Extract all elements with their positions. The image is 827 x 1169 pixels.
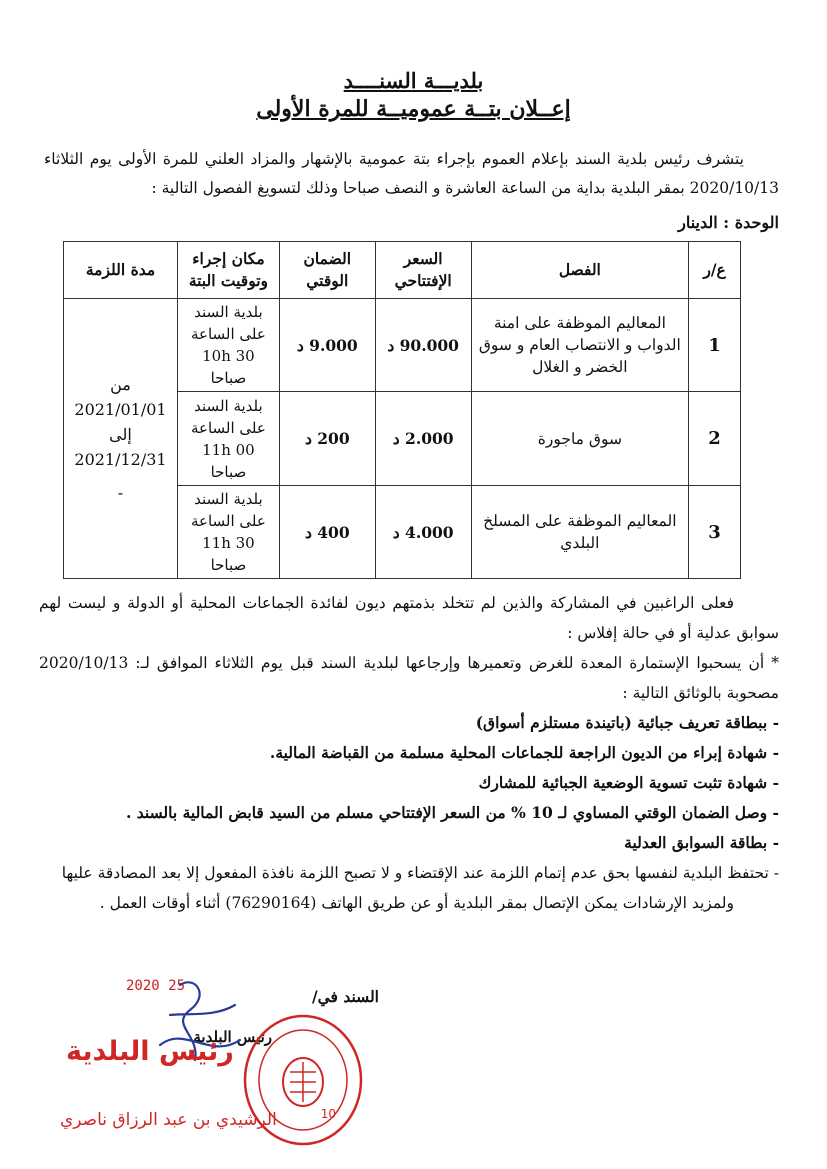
- place-time: 11h 30: [202, 534, 255, 552]
- currency-unit-label: الوحدة : الدينار: [678, 213, 779, 232]
- municipality-title: بلديـــة السنــــد: [343, 68, 484, 93]
- conditions-intro: فعلى الراغبين في المشاركة والذين لم تتخلد بذمتهم ديون لفائدة الجماعات المحلية أو الدولة و ليست لهم سوابق عدلية أو في حالة إفلاس :: [39, 594, 779, 642]
- lots-table: [63, 241, 741, 579]
- mayor-title: رئيس البلدية: [193, 1028, 272, 1046]
- row-guarantee: 200 د: [279, 392, 375, 486]
- document-item: - شهادة إبراء من الديون الراجعة للجماعات المحلية مسلمة من القباضة المالية.: [269, 743, 779, 762]
- row-num: 3: [689, 486, 741, 579]
- row-place: [178, 392, 280, 486]
- row-num: 2: [689, 392, 741, 486]
- header-num: ع/ر: [689, 242, 741, 299]
- row-place: [178, 299, 280, 392]
- place-time: 10h 30: [202, 347, 255, 365]
- place-date-label: السند في/: [311, 987, 379, 1006]
- row-num: 1: [689, 299, 741, 392]
- document-item: - شهادة تثبت تسوية الوضعية الجبائية للمشارك: [478, 773, 779, 792]
- duration-to-date: 2021/12/31: [74, 450, 167, 469]
- header-guarantee: الضمان الوقتي: [279, 242, 375, 299]
- duration-to-label: إلى: [109, 425, 132, 444]
- row-guarantee: 9.000 د: [279, 299, 375, 392]
- place-line: صباحا: [210, 462, 247, 481]
- row-price: 90.000 د: [375, 299, 471, 392]
- row-duration: [64, 299, 178, 579]
- place-line: بلدية السند: [194, 490, 263, 508]
- table-row: [64, 299, 741, 392]
- row-lot: سوق ماجورة: [471, 392, 688, 486]
- row-place: [178, 486, 280, 579]
- intro-text: يتشرف رئيس بلدية السند بإعلام العموم بإجراء بتة عمومية بالإشهار والمزاد العلني للمرة الأولى يوم الثلاثاء 2020/10/13 بمقر البلدية بداية من الساعة العاشرة و النصف صباحا وذلك لتسويغ الفصول التالية :: [44, 150, 779, 197]
- header-price: السعر الإفتتاحي: [375, 242, 471, 299]
- place-line: على الساعة: [190, 418, 266, 437]
- conditions-section: [39, 588, 779, 918]
- duration-from-date: 2021/01/01: [74, 400, 167, 419]
- row-lot: المعاليم الموظفة على المسلخ البلدي: [471, 486, 688, 579]
- header-lot: الفصل: [471, 242, 688, 299]
- document-item: - وصل الضمان الوقتي المساوي لـ 10 % من السعر الإفتتاحي مسلم من السيد قابض المالية بالسند .: [126, 803, 779, 822]
- seal-number: 10: [320, 1107, 336, 1121]
- reservation-clause: - تحتفظ البلدية لنفسها بحق عدم إتمام اللزمة عند الإقتضاء و لا تصبح اللزمة نافذة المفعول إلا بعد المصادقة عليها: [61, 864, 779, 882]
- place-line: بلدية السند: [194, 396, 263, 415]
- row-price: 2.000 د: [375, 392, 471, 486]
- place-line: على الساعة: [190, 512, 266, 530]
- announcement-title: إعــلان بتــة عموميــة للمرة الأولى: [256, 96, 571, 122]
- duration-from-label: من: [110, 375, 131, 394]
- header-duration: مدة اللزمة: [64, 242, 178, 299]
- row-guarantee: 400 د: [279, 486, 375, 579]
- contact-info: ولمزيد الإرشادات يمكن الإتصال بمقر البلدية أو عن طريق الهاتف (76290164) أثناء أوقات العمل .: [99, 894, 734, 912]
- table-header-row: [64, 242, 741, 299]
- stamp-mayor-name: الرشيدي بن عبد الرزاق ناصري: [60, 1110, 277, 1130]
- row-lot: المعاليم الموظفة على امنة الدواب و الانتصاب العام و سوق الخضر و الغلال: [471, 299, 688, 392]
- place-line: بلدية السند: [194, 303, 263, 321]
- place-line: صباحا: [210, 369, 247, 387]
- header-place: مكان إجراء وتوقيت البتة: [178, 242, 280, 299]
- document-item: - بطاقة السوابق العدلية: [624, 833, 779, 852]
- form-instruction: * أن يسحبوا الإستمارة المعدة للغرض وتعميرها وإرجاعها لبلدية السند قبل يوم الثلاثاء الموافق لـ: 2020/10/13 مصحوبة بالوثائق التالية :: [39, 654, 779, 702]
- place-line: على الساعة: [190, 325, 266, 343]
- stamp-mayor-title: رئيس البلدية: [66, 1036, 234, 1067]
- stamp-date: 2020 25: [126, 978, 186, 994]
- document-item: - ببطاقة تعريف جبائية (باتيندة مستلزم أسواق): [475, 713, 779, 732]
- row-price: 4.000 د: [375, 486, 471, 579]
- intro-paragraph: [44, 145, 779, 203]
- place-time: 11h 00: [202, 440, 255, 459]
- duration-dash: -: [117, 483, 124, 502]
- place-line: صباحا: [210, 556, 247, 574]
